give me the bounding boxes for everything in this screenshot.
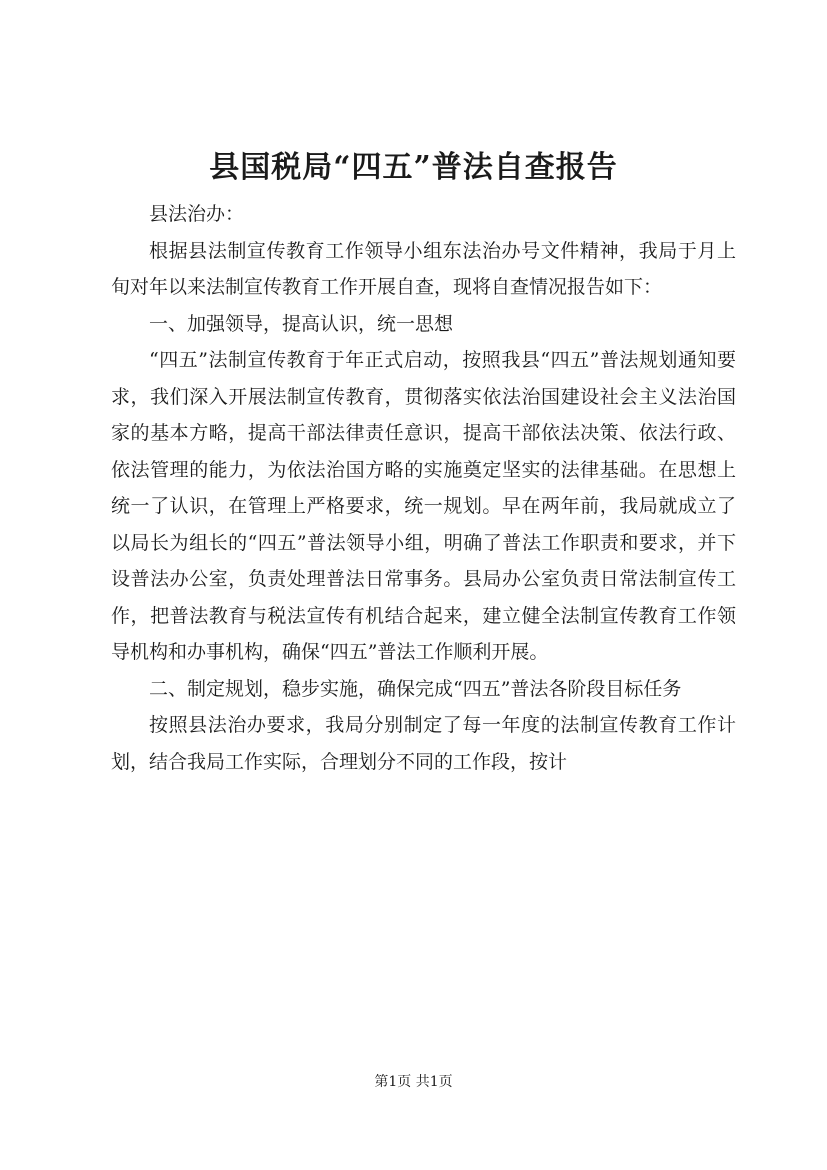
page-footer: 第1页 共1页: [374, 1074, 453, 1090]
section-heading-2: 二、制定规划，稳步实施，确保完成“四五”普法各阶段目标任务: [149, 677, 682, 700]
document-title: 县国税局“四五”普法自查报告: [209, 150, 618, 185]
salutation: 县法治办：: [149, 203, 245, 225]
section-heading-1: 一、加强领导，提高认识，统一思想: [149, 312, 454, 335]
document-body: [111, 196, 736, 780]
section-2-paragraph: 按照县法治办要求，我局分别制定了每一年度的法制宣传教育工作计划，结合我局工作实际，合理划分不同的工作段，按计: [111, 714, 736, 773]
section-1-paragraph: “四五”法制宣传教育于年正式启动，按照我县“四五”普法规划通知要求，我们深入开展法制宣传教育，贯彻落实依法治国建设社会主义法治国家的基本方略，提高干部法律责任意识，提高干部依法决策、依法行政、依法管理的能力，为依法治国方略的实施奠定坚实的法律基础。在思想上统一了认识，在管理上严格要求，统一规划。早在两年前，我局就成立了以局长为组长的“四五”普法领导小组，明确了普法工作职责和要求，并下设普法办公室，负责处理普法日常事务。县局办公室负责日常法制宣传工作，把普法教育与税法宣传有机结合起来，建立健全法制宣传教育工作领导机构和办事机构，确保“四五”普法工作顺利开展。: [111, 349, 736, 663]
intro-paragraph: 根据县法制宣传教育工作领导小组东法治办号文件精神，我局于月上旬对年以来法制宣传教育工作开展自查，现将自查情况报告如下：: [111, 239, 736, 298]
